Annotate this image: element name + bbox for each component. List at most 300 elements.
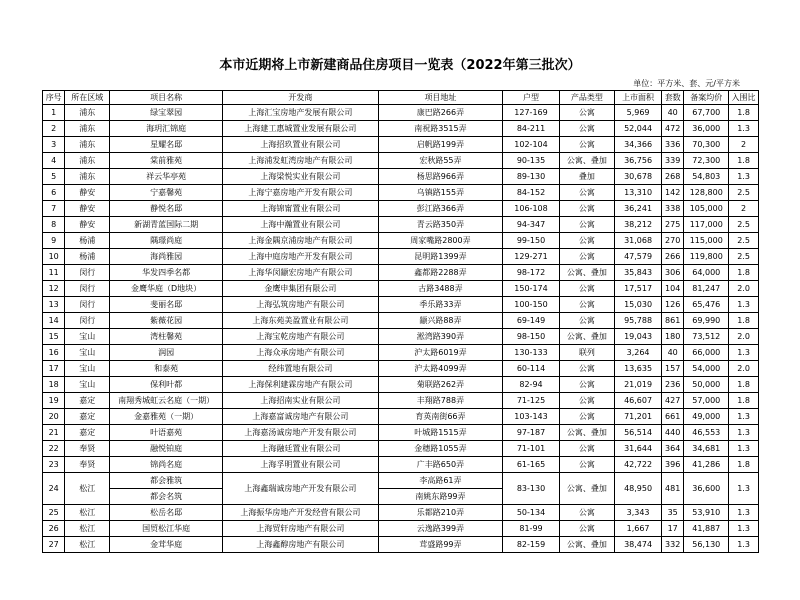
row-area: 3,343: [615, 505, 662, 521]
row-project-name: 叶语嘉苑: [110, 425, 223, 441]
row-area: 13,310: [615, 185, 662, 201]
row-ratio: 2.0: [729, 281, 759, 297]
row-unit-type: 84-211: [503, 121, 559, 137]
row-no: 9: [43, 233, 65, 249]
table-row: [43, 217, 759, 233]
header-area: 上市面积: [615, 91, 662, 105]
row-project-name: 南翔秀城虹云名庭（一期）: [110, 393, 223, 409]
row-developer: 上海中瀚置业有限公司: [223, 217, 379, 233]
header-address: 项目地址: [378, 91, 503, 105]
row-units: 275: [662, 217, 684, 233]
header-price: 备案均价: [684, 91, 729, 105]
row-area: 48,950: [615, 473, 662, 505]
row-product-type: 公寓: [559, 201, 614, 217]
row-developer: 上海中庭房地产开发有限公司: [223, 249, 379, 265]
row-project-name: 静悦名邸: [110, 201, 223, 217]
row-developer: 上海孚明置业有限公司: [223, 457, 379, 473]
row-area: 13,635: [615, 361, 662, 377]
table-row: [43, 505, 759, 521]
row-developer: 上海宁嘉房地产开发有限公司: [223, 185, 379, 201]
row-district: 奉贤: [65, 441, 110, 457]
row-developer: 上海建工惠城置业发展有限公司: [223, 121, 379, 137]
row-unit-type: 69-149: [503, 313, 559, 329]
row-unit-type: 98-150: [503, 329, 559, 345]
table-row: [43, 297, 759, 313]
row-price: 69,990: [684, 313, 729, 329]
row-address: 叶城路1515弄: [378, 425, 503, 441]
row-address: 昆明路1399弄: [378, 249, 503, 265]
row-product-type: 公寓: [559, 249, 614, 265]
table-body: [43, 105, 759, 553]
row-district: 嘉定: [65, 393, 110, 409]
row-address: 丰翔路788弄: [378, 393, 503, 409]
row-units: 336: [662, 137, 684, 153]
row-price: 73,512: [684, 329, 729, 345]
row-units: 661: [662, 409, 684, 425]
row-area: 46,607: [615, 393, 662, 409]
row-no: 16: [43, 345, 65, 361]
row-unit-type: 82-94: [503, 377, 559, 393]
row-address: 乌镇路155弄: [378, 185, 503, 201]
row-project-name: 湾柱馨苑: [110, 329, 223, 345]
row-ratio: 1.8: [729, 313, 759, 329]
table-row: [43, 105, 759, 121]
row-no: 24: [43, 473, 65, 505]
row-address: 广丰路650弄: [378, 457, 503, 473]
header-unit-type: 户型: [503, 91, 559, 105]
row-district: 浦东: [65, 153, 110, 169]
row-unit-type: 71-101: [503, 441, 559, 457]
row-units: 270: [662, 233, 684, 249]
row-units: 157: [662, 361, 684, 377]
row-ratio: 1.3: [729, 473, 759, 505]
row-district: 宝山: [65, 361, 110, 377]
row-project-name: 绿宝翠园: [110, 105, 223, 121]
row-product-type: 公寓: [559, 393, 614, 409]
row-project-name: 华发四季名都: [110, 265, 223, 281]
row-price: 56,130: [684, 537, 729, 553]
row-ratio: 2: [729, 201, 759, 217]
row-price: 117,000: [684, 217, 729, 233]
row-unit-type: 81-99: [503, 521, 559, 537]
row-price: 36,000: [684, 121, 729, 137]
header-name: 项目名称: [110, 91, 223, 105]
row-address: [378, 473, 503, 505]
row-product-type: 公寓: [559, 409, 614, 425]
row-district: 宝山: [65, 345, 110, 361]
row-price: 41,286: [684, 457, 729, 473]
row-project-name: 宁嘉馨苑: [110, 185, 223, 201]
row-district: 闵行: [65, 265, 110, 281]
table-row: [43, 201, 759, 217]
row-area: 42,722: [615, 457, 662, 473]
header-developer: 开发商: [223, 91, 379, 105]
row-address: 乐都路210弄: [378, 505, 503, 521]
row-developer: 上海宝乾房地产有限公司: [223, 329, 379, 345]
row-ratio: 1.3: [729, 169, 759, 185]
row-no: 27: [43, 537, 65, 553]
row-district: 杨浦: [65, 233, 110, 249]
table-row: [43, 377, 759, 393]
row-price: 115,000: [684, 233, 729, 249]
row-developer: 上海保利建霖房地产有限公司: [223, 377, 379, 393]
row-unit-type: 82-159: [503, 537, 559, 553]
row-product-type: 公寓: [559, 217, 614, 233]
row-no: 18: [43, 377, 65, 393]
row-product-type: 公寓、叠加: [559, 537, 614, 553]
row-developer: 金鹰申集团有限公司: [223, 281, 379, 297]
row-price: 72,300: [684, 153, 729, 169]
row-product-type: 公寓、叠加: [559, 473, 614, 505]
row-area: 5,969: [615, 105, 662, 121]
row-price: 119,800: [684, 249, 729, 265]
row-units: 40: [662, 345, 684, 361]
row-no: 20: [43, 409, 65, 425]
row-project-name: 隅璟尚庭: [110, 233, 223, 249]
header-district: 所在区域: [65, 91, 110, 105]
row-ratio: 1.3: [729, 537, 759, 553]
unit-note: 单位：平方米、套、元/平方米: [633, 79, 740, 88]
row-ratio: 1.3: [729, 505, 759, 521]
row-address: 茸盛路99弄: [378, 537, 503, 553]
row-product-type: 公寓: [559, 121, 614, 137]
housing-table: [42, 90, 759, 553]
row-district: 嘉定: [65, 425, 110, 441]
row-project-name: 金鹰华庭（D地块）: [110, 281, 223, 297]
table-row: [43, 329, 759, 345]
row-developer: 上海梁悦实业有限公司: [223, 169, 379, 185]
row-developer: 上海招南实业有限公司: [223, 393, 379, 409]
row-unit-type: 102-104: [503, 137, 559, 153]
table-row: [43, 361, 759, 377]
row-project-name: 和泰苑: [110, 361, 223, 377]
row-units: 104: [662, 281, 684, 297]
row-product-type: 公寓: [559, 441, 614, 457]
row-ratio: 2.0: [729, 329, 759, 345]
row-district: 闵行: [65, 313, 110, 329]
row-price: 41,887: [684, 521, 729, 537]
table-row: [43, 185, 759, 201]
row-unit-type: 130-133: [503, 345, 559, 361]
row-units: 332: [662, 537, 684, 553]
row-district: 浦东: [65, 105, 110, 121]
row-product-type: 公寓: [559, 505, 614, 521]
row-ratio: 2.5: [729, 185, 759, 201]
table-row: [43, 441, 759, 457]
row-ratio: 1.3: [729, 441, 759, 457]
row-area: 36,241: [615, 201, 662, 217]
row-product-type: 公寓、叠加: [559, 153, 614, 169]
row-units: 35: [662, 505, 684, 521]
row-developer: 上海嘉富诚房地产有限公司: [223, 409, 379, 425]
table-row: [43, 137, 759, 153]
row-price: 49,000: [684, 409, 729, 425]
table-row: [43, 249, 759, 265]
row-no: 14: [43, 313, 65, 329]
row-address: 淞湾路390弄: [378, 329, 503, 345]
row-address: 南祝路3515弄: [378, 121, 503, 137]
row-product-type: 公寓、叠加: [559, 425, 614, 441]
row-address: 宏秋路55弄: [378, 153, 503, 169]
table-row: [43, 169, 759, 185]
row-product-type: 公寓: [559, 297, 614, 313]
row-project-name: [110, 473, 223, 505]
row-developer: 上海弘筑房地产有限公司: [223, 297, 379, 313]
row-no: 7: [43, 201, 65, 217]
row-project-name: 润园: [110, 345, 223, 361]
row-units: 268: [662, 169, 684, 185]
row-units: 338: [662, 201, 684, 217]
row-no: 15: [43, 329, 65, 345]
row-no: 3: [43, 137, 65, 153]
row-project-name: 星耀名邸: [110, 137, 223, 153]
row-units: 266: [662, 249, 684, 265]
row-units: 481: [662, 473, 684, 505]
row-project-name: 国贸松江华庭: [110, 521, 223, 537]
row-product-type: 公寓: [559, 521, 614, 537]
row-address: 康巴路266弄: [378, 105, 503, 121]
row-address: 启帆路199弄: [378, 137, 503, 153]
row-project-name: 锦尚名庭: [110, 457, 223, 473]
row-area: 47,579: [615, 249, 662, 265]
row-ratio: 2.5: [729, 249, 759, 265]
row-developer: 上海嘉汤诚房地产开发有限公司: [223, 425, 379, 441]
row-address: 周家嘴路2800弄: [378, 233, 503, 249]
row-price: 46,553: [684, 425, 729, 441]
row-district: 静安: [65, 185, 110, 201]
row-unit-type: 103-143: [503, 409, 559, 425]
header-no: 序号: [43, 91, 65, 105]
row-developer: 上海华闵颛宏房地产有限公司: [223, 265, 379, 281]
row-product-type: 公寓: [559, 361, 614, 377]
row-units: 236: [662, 377, 684, 393]
row-no: 11: [43, 265, 65, 281]
header-units: 套数: [662, 91, 684, 105]
row-address: 杨思路966弄: [378, 169, 503, 185]
row-unit-type: 90-135: [503, 153, 559, 169]
row-address: 季乐路33弄: [378, 297, 503, 313]
row-units: 126: [662, 297, 684, 313]
row-product-type: 公寓: [559, 377, 614, 393]
row-area: 21,019: [615, 377, 662, 393]
row-area: 38,474: [615, 537, 662, 553]
row-no: 4: [43, 153, 65, 169]
row-units: 17: [662, 521, 684, 537]
row-unit-type: 150-174: [503, 281, 559, 297]
row-project-name: 松岳名邸: [110, 505, 223, 521]
row-project-name: 紫薇花园: [110, 313, 223, 329]
row-unit-type: 89-130: [503, 169, 559, 185]
row-project-name-line: 都会雅筑: [110, 473, 222, 489]
row-developer: 上海融廷置业有限公司: [223, 441, 379, 457]
row-no: 22: [43, 441, 65, 457]
row-price: 36,600: [684, 473, 729, 505]
row-price: 70,300: [684, 137, 729, 153]
table-row: [43, 457, 759, 473]
table-row: [43, 537, 759, 553]
row-price: 105,000: [684, 201, 729, 217]
row-no: 19: [43, 393, 65, 409]
row-product-type: 公寓: [559, 105, 614, 121]
row-price: 128,800: [684, 185, 729, 201]
row-no: 13: [43, 297, 65, 313]
row-district: 松江: [65, 521, 110, 537]
row-ratio: 2.5: [729, 217, 759, 233]
row-developer: 上海汇宝房地产发展有限公司: [223, 105, 379, 121]
table-row: [43, 281, 759, 297]
row-unit-type: 129-271: [503, 249, 559, 265]
row-district: 松江: [65, 505, 110, 521]
row-no: 8: [43, 217, 65, 233]
row-area: 56,514: [615, 425, 662, 441]
row-ratio: 1.3: [729, 297, 759, 313]
row-no: 26: [43, 521, 65, 537]
table-row: [43, 393, 759, 409]
row-area: 35,843: [615, 265, 662, 281]
row-district: 奉贤: [65, 457, 110, 473]
row-district: 浦东: [65, 169, 110, 185]
row-area: 19,043: [615, 329, 662, 345]
row-area: 17,517: [615, 281, 662, 297]
table-row: [43, 153, 759, 169]
row-no: 10: [43, 249, 65, 265]
row-project-name: 金茸华庭: [110, 537, 223, 553]
row-area: 34,366: [615, 137, 662, 153]
row-developer: 经纬置地有限公司: [223, 361, 379, 377]
table-row: [43, 425, 759, 441]
row-product-type: 公寓、叠加: [559, 265, 614, 281]
row-area: 31,068: [615, 233, 662, 249]
row-no: 6: [43, 185, 65, 201]
table-row: [43, 521, 759, 537]
row-price: 67,700: [684, 105, 729, 121]
row-price: 53,910: [684, 505, 729, 521]
row-district: 闵行: [65, 297, 110, 313]
row-ratio: 1.8: [729, 265, 759, 281]
row-ratio: 1.3: [729, 425, 759, 441]
row-ratio: 1.8: [729, 457, 759, 473]
row-unit-type: 98-172: [503, 265, 559, 281]
header-ratio: 入围比: [729, 91, 759, 105]
row-project-name: 海玥汇锦庭: [110, 121, 223, 137]
row-units: 142: [662, 185, 684, 201]
row-price: 65,476: [684, 297, 729, 313]
row-price: 64,000: [684, 265, 729, 281]
row-project-name-line: 都会名筑: [150, 492, 183, 501]
row-no: 12: [43, 281, 65, 297]
row-unit-type: 106-108: [503, 201, 559, 217]
row-district: 宝山: [65, 377, 110, 393]
row-district: 闵行: [65, 281, 110, 297]
table-row: [43, 313, 759, 329]
row-address: 颛兴路88弄: [378, 313, 503, 329]
row-area: 71,201: [615, 409, 662, 425]
row-developer: 上海鑫醇房地产有限公司: [223, 537, 379, 553]
row-product-type: 公寓: [559, 313, 614, 329]
row-project-name: 棠前雅苑: [110, 153, 223, 169]
table-row: [43, 409, 759, 425]
row-project-name: 新湖青蓝国际二期: [110, 217, 223, 233]
row-price: 54,803: [684, 169, 729, 185]
row-area: 30,678: [615, 169, 662, 185]
row-address: 彭江路366弄: [378, 201, 503, 217]
row-units: 339: [662, 153, 684, 169]
row-price: 66,000: [684, 345, 729, 361]
table-row: [43, 121, 759, 137]
row-unit-type: 99-150: [503, 233, 559, 249]
row-project-name: 海尚雅园: [110, 249, 223, 265]
row-address-line: 李高路61弄: [379, 473, 503, 489]
page-title: 本市近期将上市新建商品住房项目一览表（2022年第三批次）: [219, 58, 581, 73]
row-no: 23: [43, 457, 65, 473]
row-no: 21: [43, 425, 65, 441]
row-no: 1: [43, 105, 65, 121]
row-developer: 上海锦甯置业有限公司: [223, 201, 379, 217]
row-area: 36,756: [615, 153, 662, 169]
row-units: 472: [662, 121, 684, 137]
row-no: 25: [43, 505, 65, 521]
header-product: 产品类型: [559, 91, 614, 105]
row-address-line: 南姚东路99弄: [415, 492, 466, 501]
row-no: 2: [43, 121, 65, 137]
row-address: 菊联路262弄: [378, 377, 503, 393]
row-price: 54,000: [684, 361, 729, 377]
row-product-type: 公寓: [559, 185, 614, 201]
row-district: 嘉定: [65, 409, 110, 425]
row-area: 1,667: [615, 521, 662, 537]
row-address: 青云路350弄: [378, 217, 503, 233]
row-product-type: 公寓、叠加: [559, 329, 614, 345]
row-price: 50,000: [684, 377, 729, 393]
row-district: 静安: [65, 217, 110, 233]
row-district: 松江: [65, 537, 110, 553]
row-ratio: 1.3: [729, 521, 759, 537]
row-address: 古路3488弄: [378, 281, 503, 297]
row-district: 宝山: [65, 329, 110, 345]
table-row: [43, 233, 759, 249]
row-price: 81,247: [684, 281, 729, 297]
row-developer: 上海贸轩房地产有限公司: [223, 521, 379, 537]
row-unit-type: 97-187: [503, 425, 559, 441]
row-developer: 上海招玖置业有限公司: [223, 137, 379, 153]
row-ratio: 2.5: [729, 233, 759, 249]
row-address: 鑫都路2288弄: [378, 265, 503, 281]
row-project-name: 金嘉雅苑（一期）: [110, 409, 223, 425]
row-project-name: 保利叶都: [110, 377, 223, 393]
row-product-type: 公寓: [559, 137, 614, 153]
row-developer: 上海众承房地产有限公司: [223, 345, 379, 361]
row-district: 浦东: [65, 121, 110, 137]
row-product-type: 公寓: [559, 233, 614, 249]
row-units: 440: [662, 425, 684, 441]
row-ratio: 1.3: [729, 409, 759, 425]
row-units: 180: [662, 329, 684, 345]
row-project-name: 斐丽名邸: [110, 297, 223, 313]
row-address: 云逸路399弄: [378, 521, 503, 537]
row-unit-type: 60-114: [503, 361, 559, 377]
row-units: 40: [662, 105, 684, 121]
row-address: 沪太路6019弄: [378, 345, 503, 361]
row-ratio: 1.8: [729, 105, 759, 121]
row-developer: 上海振华房地产开发经营有限公司: [223, 505, 379, 521]
row-units: 306: [662, 265, 684, 281]
row-developer: 上海鑫瑞诚房地产开发有限公司: [223, 473, 379, 505]
row-district: 静安: [65, 201, 110, 217]
table-row: [43, 265, 759, 281]
row-area: 15,030: [615, 297, 662, 313]
row-product-type: 公寓: [559, 281, 614, 297]
table-row: [43, 473, 759, 505]
